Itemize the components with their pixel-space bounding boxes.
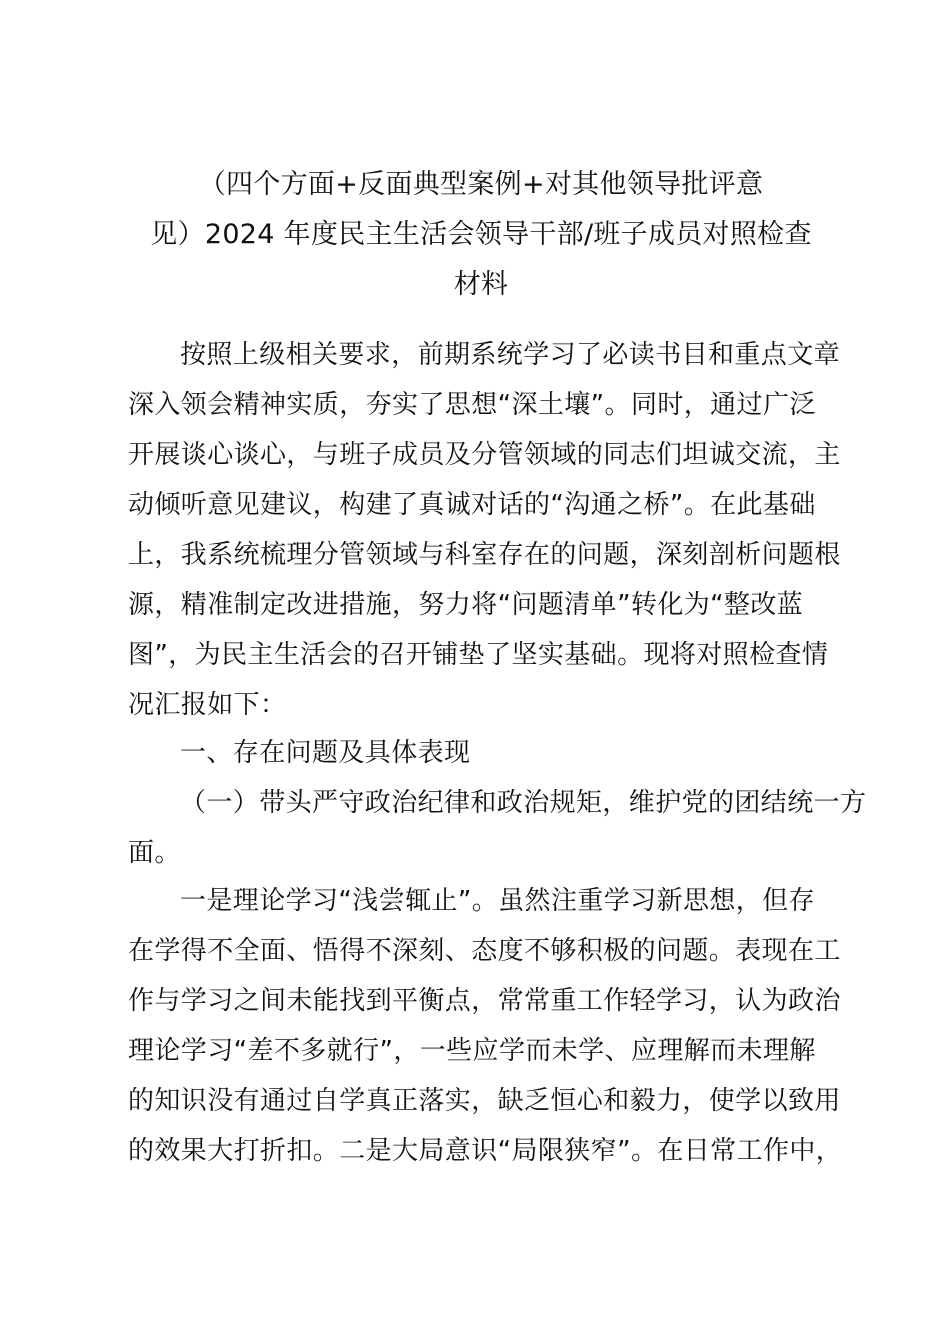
paragraph-line: 深入领会精神实质，夯实了思想“深土壤”。同时，通过广泛 (128, 390, 816, 420)
paragraph-line: 一是理论学习“浅尝辄止”。虽然注重学习新思想，但存 (180, 886, 815, 916)
paragraph-line: 图”，为民主生活会的召开铺垫了坚实基础。现将对照检查情 (128, 640, 829, 670)
subsection-heading-line: （一）带头严守政治纪律和政治规矩，维护党的团结统一方 (180, 788, 867, 818)
point-paragraph (128, 876, 843, 1176)
paragraph-line: 源，精准制定改进措施，努力将“问题清单”转化为“整改蓝 (128, 590, 804, 620)
subsection-heading-block (128, 778, 867, 878)
section-heading: 一、存在问题及具体表现 (180, 738, 471, 768)
paragraph-line: 上，我系统梳理分管领域与科室存在的问题，深刻剖析问题根 (128, 540, 841, 570)
intro-paragraph (128, 330, 841, 730)
paragraph-line: 开展谈心谈心，与班子成员及分管领域的同志们坦诚交流，主 (128, 440, 841, 470)
paragraph-line: 按照上级相关要求，前期系统学习了必读书目和重点文章 (180, 340, 841, 370)
subsection-heading-line: 面。 (128, 838, 181, 868)
paragraph-line: 况汇报如下： (128, 690, 287, 720)
paragraph-line: 理论学习“差不多就行”，一些应学而未学、应理解而未理解 (128, 1036, 816, 1066)
section-heading-block (128, 728, 834, 778)
paragraph-line: 动倾听意见建议，构建了真诚对话的“沟通之桥”。在此基础 (128, 490, 816, 520)
paragraph-line: 作与学习之间未能找到平衡点，常常重工作轻学习，认为政治 (128, 986, 841, 1016)
title-line: 材料 (453, 269, 509, 300)
document-title (128, 160, 834, 310)
paragraph-line: 的知识没有通过自学真正落实，缺乏恒心和毅力，使学以致用 (128, 1086, 841, 1116)
paragraph-line: 的效果大打折扣。二是大局意识“局限狭窄”。在日常工作中， (128, 1136, 843, 1166)
paragraph-line: 在学得不全面、悟得不深刻、态度不够积极的问题。表现在工 (128, 936, 841, 966)
title-line: 见）2024 年度民主生活会领导干部/班子成员对照检查 (150, 219, 812, 250)
title-line: （四个方面+反面典型案例+对其他领导批评意 (198, 169, 764, 200)
